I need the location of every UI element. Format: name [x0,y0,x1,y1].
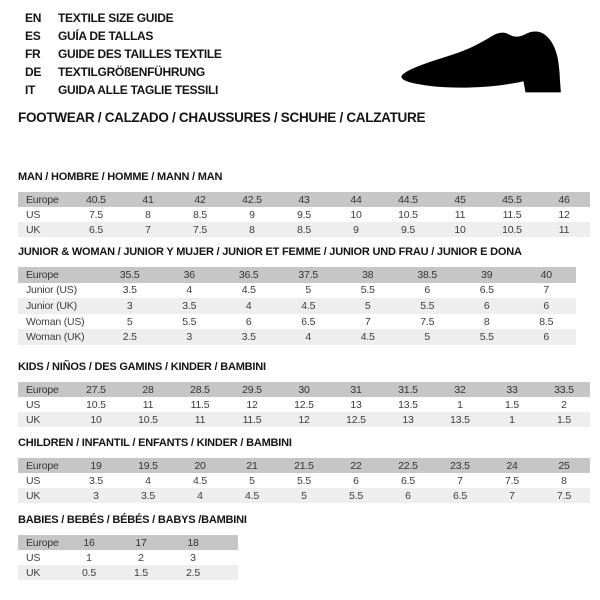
size-cell: 21 [246,459,258,472]
size-cell: 6 [543,299,550,312]
size-cell: 24 [506,459,518,472]
size-cell: 12.5 [294,398,314,411]
size-table [18,267,576,345]
size-cell: 13.5 [450,413,470,426]
table-row [18,222,590,237]
size-cell: 27.5 [86,383,106,396]
size-cell: 10 [90,413,102,426]
size-cell: 6 [353,474,359,487]
size-cell: 5 [301,489,307,502]
row-label: UK [26,489,41,502]
section-man [18,172,590,237]
size-cell: 3 [186,331,193,344]
language-label: TEXTILGRÖßENFÜHRUNG [58,65,205,79]
language-row [25,9,222,27]
size-cell: 6 [245,315,252,328]
size-cell: 9.5 [401,223,415,236]
section-junior-woman [18,247,576,345]
row-label: Junior (UK) [26,299,77,312]
size-cell: 1.5 [134,566,148,579]
size-cell: 7 [509,489,515,502]
size-cell: 31 [350,383,362,396]
size-cell: 4 [197,489,203,502]
size-cell: 13 [402,413,414,426]
size-cell: 1 [86,551,92,564]
size-cell: 5.5 [182,315,197,328]
section-kids [18,362,590,427]
language-title-list [25,9,222,99]
size-cell: 6.5 [89,223,103,236]
size-cell: 4.5 [245,489,259,502]
size-cell: 22 [350,459,362,472]
size-cell: 4 [305,331,312,344]
size-cell: 8.5 [297,223,311,236]
size-cell: 3 [126,299,133,312]
language-label: GUIDE DES TAILLES TEXTILE [58,47,222,61]
section-babies [18,515,247,580]
section-title: BABIES / BEBÉS / BÉBÉS / BABYS /BAMBINI [18,514,247,526]
size-cell: 3.5 [241,331,256,344]
size-cell: 0.5 [82,566,96,579]
size-cell: 8.5 [193,208,207,221]
size-cell: 13.5 [398,398,418,411]
language-code: FR [25,47,41,61]
size-cell: 12 [246,398,258,411]
size-cell: 10 [350,208,362,221]
language-code: EN [25,11,42,25]
row-label: US [26,474,41,487]
size-cell: 9 [249,208,255,221]
row-label: US [26,551,41,564]
size-cell: 11 [558,223,570,236]
size-cell: 5.5 [479,331,494,344]
size-cell: 42.5 [242,193,262,206]
size-cell: 4.5 [301,299,316,312]
language-label: GUIDA ALLE TAGLIE TESSILI [58,83,219,97]
size-cell: 8 [561,474,567,487]
size-cell: 33.5 [554,383,574,396]
size-cell: 8.5 [539,315,554,328]
size-cell: 10.5 [138,413,158,426]
size-cell: 2 [138,551,144,564]
size-cell: 38.5 [417,268,438,281]
size-cell: 5 [126,315,133,328]
size-cell: 41 [142,193,154,206]
size-cell: 1 [457,398,463,411]
size-cell: 19 [90,459,102,472]
table-row [18,207,590,222]
size-cell: 36 [183,268,195,281]
size-cell: 11 [194,413,206,426]
table-header-row [18,535,238,550]
size-cell: 2.5 [186,566,200,579]
language-code: ES [25,29,41,43]
section-children [18,438,590,503]
section-title: CHILDREN / INFANTIL / ENFANTS / KINDER / BAMBINI [18,437,292,449]
size-cell: 3.5 [182,299,197,312]
size-cell: 6.5 [301,315,316,328]
size-cell: 17 [135,536,147,549]
row-label: Woman (UK) [26,331,85,344]
size-cell: 1.5 [505,398,519,411]
table-header-row [18,458,590,473]
size-cell: 25 [558,459,570,472]
size-table [18,192,590,237]
size-cell: 9 [353,223,359,236]
size-cell: 20 [194,459,206,472]
size-cell: 7 [457,474,463,487]
size-cell: 7.5 [89,208,103,221]
size-cell: 39 [481,268,493,281]
table-header-row [18,192,590,207]
language-row [25,81,222,99]
size-cell: 1 [509,413,515,426]
size-cell: 7 [145,223,151,236]
size-cell: 4 [245,299,252,312]
size-cell: 31.5 [398,383,418,396]
size-cell: 6 [543,331,550,344]
size-cell: 18 [187,536,199,549]
size-cell: 3.5 [122,284,137,297]
table-row [18,550,238,565]
table-row [18,298,576,314]
table-row [18,283,576,299]
row-label: UK [26,413,41,426]
size-cell: 12 [298,413,310,426]
size-cell: 5.5 [420,299,435,312]
row-label: Europe [26,193,59,206]
size-cell: 11 [454,208,466,221]
table-row [18,329,576,345]
table-row [18,412,590,427]
table-header-row [18,267,576,283]
size-cell: 7.5 [505,474,519,487]
size-cell: 4.5 [241,284,256,297]
section-title: MAN / HOMBRE / HOMME / MANN / MAN [18,171,223,183]
language-code: IT [25,83,36,97]
size-cell: 21.5 [294,459,314,472]
size-cell: 8 [145,208,151,221]
size-cell: 5.5 [297,474,311,487]
size-cell: 6.5 [401,474,415,487]
table-header-row [18,382,590,397]
size-cell: 3 [93,489,99,502]
language-row [25,45,222,63]
row-label: US [26,208,41,221]
size-cell: 38 [362,268,374,281]
size-cell: 33 [506,383,518,396]
language-code: DE [25,65,42,79]
section-title: KIDS / NIÑOS / DES GAMINS / KINDER / BAMBINI [18,361,266,373]
size-cell: 28 [142,383,154,396]
row-label: Europe [26,459,59,472]
size-cell: 3.5 [89,474,103,487]
size-cell: 12 [558,208,570,221]
shoe-icon [398,28,570,100]
size-cell: 37.5 [298,268,319,281]
size-cell: 7.5 [420,315,435,328]
size-cell: 10.5 [502,223,522,236]
size-cell: 22.5 [398,459,418,472]
size-cell: 7.5 [193,223,207,236]
size-cell: 6.5 [479,284,494,297]
size-cell: 11.5 [502,208,522,221]
size-table [18,535,238,580]
size-cell: 6.5 [453,489,467,502]
size-cell: 11 [142,398,154,411]
language-row [25,63,222,81]
size-cell: 45 [454,193,466,206]
size-cell: 45.5 [502,193,522,206]
size-cell: 2 [561,398,567,411]
size-cell: 5.5 [349,489,363,502]
size-cell: 11.5 [190,398,210,411]
table-row [18,314,576,330]
size-cell: 13 [350,398,362,411]
language-label: GUÍA DE TALLAS [58,29,154,43]
size-cell: 12.5 [346,413,366,426]
size-cell: 5 [364,299,371,312]
size-cell: 5 [424,331,431,344]
table-row [18,488,590,503]
row-label: Europe [26,383,59,396]
size-cell: 6 [405,489,411,502]
size-cell: 6 [424,284,431,297]
size-cell: 10 [454,223,466,236]
size-cell: 9.5 [297,208,311,221]
size-cell: 44.5 [398,193,418,206]
size-cell: 3 [190,551,196,564]
size-cell: 35.5 [119,268,140,281]
size-cell: 5.5 [360,284,375,297]
size-cell: 4 [186,284,193,297]
size-cell: 7 [543,284,550,297]
row-label: UK [26,223,41,236]
size-cell: 4 [145,474,151,487]
size-cell: 30 [298,383,310,396]
size-cell: 40 [540,268,552,281]
size-cell: 10.5 [398,208,418,221]
row-label: Europe [26,536,59,549]
size-cell: 11.5 [242,413,262,426]
size-table [18,458,590,503]
row-label: Woman (US) [26,315,85,328]
size-table [18,382,590,427]
size-cell: 44 [350,193,362,206]
language-label: TEXTILE SIZE GUIDE [58,11,174,25]
size-cell: 5 [305,284,312,297]
size-cell: 6 [483,299,490,312]
table-row [18,565,238,580]
table-row [18,473,590,488]
size-cell: 10.5 [86,398,106,411]
size-cell: 42 [194,193,206,206]
size-cell: 29.5 [242,383,262,396]
category-title: FOOTWEAR / CALZADO / CHAUSSURES / SCHUHE / CALZATURE [18,110,426,125]
size-cell: 8 [249,223,255,236]
size-cell: 43 [298,193,310,206]
size-cell: 4.5 [193,474,207,487]
language-row [25,27,222,45]
size-cell: 32 [454,383,466,396]
row-label: US [26,398,41,411]
size-cell: 2.5 [122,331,137,344]
table-row [18,397,590,412]
size-cell: 7 [364,315,371,328]
size-cell: 4.5 [360,331,375,344]
size-cell: 1.5 [557,413,571,426]
size-cell: 40.5 [86,193,106,206]
size-cell: 3.5 [141,489,155,502]
size-cell: 19.5 [138,459,158,472]
size-cell: 7.5 [557,489,571,502]
size-cell: 16 [83,536,95,549]
row-label: Europe [26,268,59,281]
row-label: UK [26,566,41,579]
row-label: Junior (US) [26,284,77,297]
size-cell: 36.5 [238,268,259,281]
size-cell: 28.5 [190,383,210,396]
size-cell: 8 [483,315,490,328]
size-cell: 46 [558,193,570,206]
size-cell: 5 [249,474,255,487]
size-cell: 23.5 [450,459,470,472]
section-title: JUNIOR & WOMAN / JUNIOR Y MUJER / JUNIOR ET FEMME / JUNIOR UND FRAU / JUNIOR E DONA [18,246,522,258]
